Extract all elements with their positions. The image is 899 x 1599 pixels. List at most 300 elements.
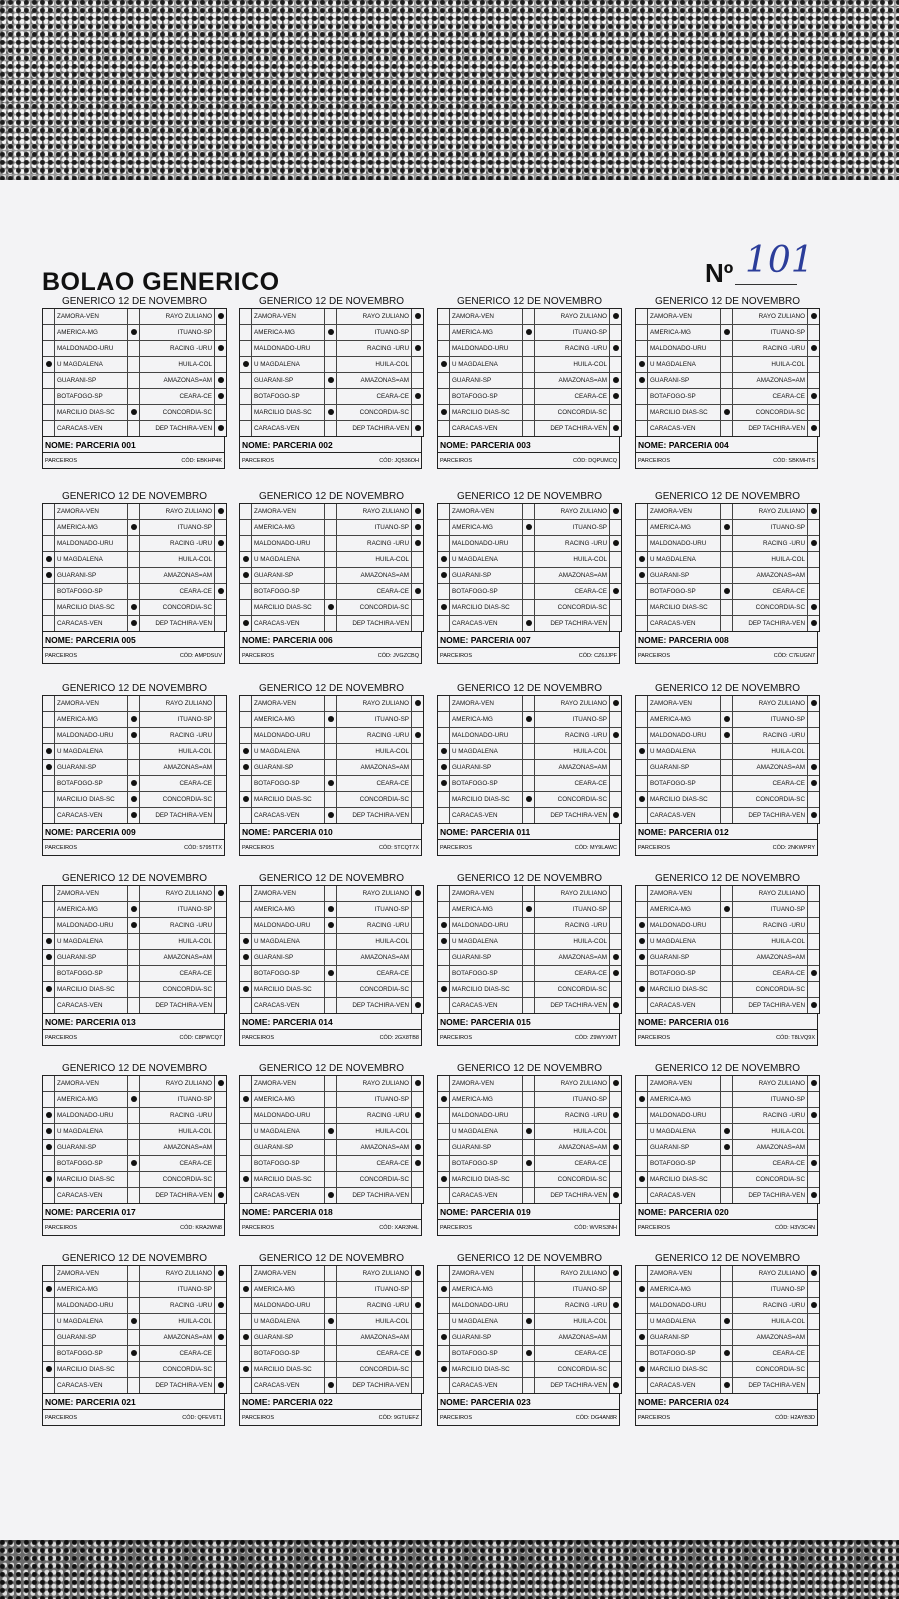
home-pick-cell[interactable]	[240, 918, 252, 933]
away-pick-cell[interactable]	[412, 568, 423, 583]
home-pick-cell[interactable]	[438, 712, 450, 727]
home-pick-cell[interactable]	[43, 309, 55, 324]
away-pick-cell[interactable]	[808, 536, 819, 551]
draw-pick-cell[interactable]	[523, 696, 535, 711]
draw-pick-cell[interactable]	[721, 600, 733, 615]
home-pick-cell[interactable]	[438, 1282, 450, 1297]
home-pick-cell[interactable]	[43, 584, 55, 599]
draw-pick-cell[interactable]	[325, 325, 337, 340]
draw-pick-cell[interactable]	[721, 520, 733, 535]
draw-pick-cell[interactable]	[523, 1298, 535, 1313]
away-pick-cell[interactable]	[610, 1188, 621, 1203]
draw-pick-cell[interactable]	[721, 808, 733, 823]
home-pick-cell[interactable]	[636, 504, 648, 519]
home-pick-cell[interactable]	[438, 792, 450, 807]
away-pick-cell[interactable]	[808, 1124, 819, 1139]
draw-pick-cell[interactable]	[523, 1330, 535, 1345]
home-pick-cell[interactable]	[636, 309, 648, 324]
away-pick-cell[interactable]	[808, 966, 819, 981]
home-pick-cell[interactable]	[240, 405, 252, 420]
away-pick-cell[interactable]	[610, 1362, 621, 1377]
draw-pick-cell[interactable]	[523, 552, 535, 567]
away-pick-cell[interactable]	[215, 998, 226, 1013]
draw-pick-cell[interactable]	[128, 902, 140, 917]
away-pick-cell[interactable]	[610, 373, 621, 388]
away-pick-cell[interactable]	[412, 776, 423, 791]
home-pick-cell[interactable]	[240, 357, 252, 372]
away-pick-cell[interactable]	[215, 568, 226, 583]
away-pick-cell[interactable]	[808, 934, 819, 949]
draw-pick-cell[interactable]	[523, 584, 535, 599]
home-pick-cell[interactable]	[43, 616, 55, 631]
home-pick-cell[interactable]	[240, 1266, 252, 1281]
draw-pick-cell[interactable]	[721, 886, 733, 901]
home-pick-cell[interactable]	[636, 1140, 648, 1155]
away-pick-cell[interactable]	[412, 902, 423, 917]
draw-pick-cell[interactable]	[128, 568, 140, 583]
away-pick-cell[interactable]	[808, 712, 819, 727]
home-pick-cell[interactable]	[240, 1330, 252, 1345]
home-pick-cell[interactable]	[636, 728, 648, 743]
home-pick-cell[interactable]	[43, 1266, 55, 1281]
home-pick-cell[interactable]	[636, 1156, 648, 1171]
home-pick-cell[interactable]	[438, 776, 450, 791]
draw-pick-cell[interactable]	[523, 616, 535, 631]
away-pick-cell[interactable]	[808, 1378, 819, 1393]
away-pick-cell[interactable]	[808, 373, 819, 388]
draw-pick-cell[interactable]	[325, 1282, 337, 1297]
draw-pick-cell[interactable]	[721, 357, 733, 372]
draw-pick-cell[interactable]	[523, 325, 535, 340]
draw-pick-cell[interactable]	[325, 1172, 337, 1187]
home-pick-cell[interactable]	[43, 918, 55, 933]
draw-pick-cell[interactable]	[325, 712, 337, 727]
home-pick-cell[interactable]	[240, 584, 252, 599]
draw-pick-cell[interactable]	[721, 934, 733, 949]
away-pick-cell[interactable]	[808, 886, 819, 901]
away-pick-cell[interactable]	[412, 1378, 423, 1393]
home-pick-cell[interactable]	[636, 568, 648, 583]
home-pick-cell[interactable]	[438, 966, 450, 981]
home-pick-cell[interactable]	[438, 389, 450, 404]
home-pick-cell[interactable]	[43, 728, 55, 743]
draw-pick-cell[interactable]	[128, 982, 140, 997]
draw-pick-cell[interactable]	[128, 728, 140, 743]
draw-pick-cell[interactable]	[523, 1346, 535, 1361]
away-pick-cell[interactable]	[808, 1266, 819, 1281]
away-pick-cell[interactable]	[808, 1298, 819, 1313]
draw-pick-cell[interactable]	[523, 1266, 535, 1281]
draw-pick-cell[interactable]	[128, 389, 140, 404]
away-pick-cell[interactable]	[412, 760, 423, 775]
draw-pick-cell[interactable]	[325, 1378, 337, 1393]
draw-pick-cell[interactable]	[523, 966, 535, 981]
draw-pick-cell[interactable]	[325, 792, 337, 807]
away-pick-cell[interactable]	[808, 1188, 819, 1203]
draw-pick-cell[interactable]	[523, 712, 535, 727]
home-pick-cell[interactable]	[240, 373, 252, 388]
away-pick-cell[interactable]	[610, 1282, 621, 1297]
home-pick-cell[interactable]	[438, 1188, 450, 1203]
away-pick-cell[interactable]	[808, 1172, 819, 1187]
away-pick-cell[interactable]	[808, 1362, 819, 1377]
away-pick-cell[interactable]	[808, 568, 819, 583]
home-pick-cell[interactable]	[43, 1124, 55, 1139]
draw-pick-cell[interactable]	[721, 760, 733, 775]
draw-pick-cell[interactable]	[325, 1108, 337, 1123]
away-pick-cell[interactable]	[412, 1346, 423, 1361]
away-pick-cell[interactable]	[610, 584, 621, 599]
away-pick-cell[interactable]	[610, 520, 621, 535]
draw-pick-cell[interactable]	[325, 552, 337, 567]
draw-pick-cell[interactable]	[128, 325, 140, 340]
home-pick-cell[interactable]	[438, 902, 450, 917]
home-pick-cell[interactable]	[438, 1140, 450, 1155]
draw-pick-cell[interactable]	[721, 421, 733, 436]
home-pick-cell[interactable]	[636, 1124, 648, 1139]
home-pick-cell[interactable]	[240, 616, 252, 631]
home-pick-cell[interactable]	[438, 616, 450, 631]
draw-pick-cell[interactable]	[721, 373, 733, 388]
home-pick-cell[interactable]	[43, 552, 55, 567]
draw-pick-cell[interactable]	[523, 950, 535, 965]
away-pick-cell[interactable]	[412, 357, 423, 372]
home-pick-cell[interactable]	[240, 1314, 252, 1329]
home-pick-cell[interactable]	[43, 1108, 55, 1123]
home-pick-cell[interactable]	[240, 341, 252, 356]
draw-pick-cell[interactable]	[721, 1108, 733, 1123]
draw-pick-cell[interactable]	[523, 568, 535, 583]
draw-pick-cell[interactable]	[721, 792, 733, 807]
draw-pick-cell[interactable]	[325, 760, 337, 775]
draw-pick-cell[interactable]	[128, 1314, 140, 1329]
draw-pick-cell[interactable]	[325, 1266, 337, 1281]
away-pick-cell[interactable]	[412, 373, 423, 388]
draw-pick-cell[interactable]	[325, 421, 337, 436]
draw-pick-cell[interactable]	[128, 696, 140, 711]
away-pick-cell[interactable]	[808, 309, 819, 324]
home-pick-cell[interactable]	[43, 536, 55, 551]
home-pick-cell[interactable]	[240, 1362, 252, 1377]
away-pick-cell[interactable]	[412, 405, 423, 420]
draw-pick-cell[interactable]	[325, 309, 337, 324]
draw-pick-cell[interactable]	[523, 1156, 535, 1171]
home-pick-cell[interactable]	[43, 712, 55, 727]
draw-pick-cell[interactable]	[128, 1076, 140, 1091]
home-pick-cell[interactable]	[636, 982, 648, 997]
draw-pick-cell[interactable]	[721, 982, 733, 997]
draw-pick-cell[interactable]	[721, 341, 733, 356]
draw-pick-cell[interactable]	[721, 1314, 733, 1329]
away-pick-cell[interactable]	[610, 1076, 621, 1091]
away-pick-cell[interactable]	[215, 918, 226, 933]
home-pick-cell[interactable]	[636, 712, 648, 727]
home-pick-cell[interactable]	[438, 950, 450, 965]
draw-pick-cell[interactable]	[721, 1076, 733, 1091]
draw-pick-cell[interactable]	[128, 1188, 140, 1203]
home-pick-cell[interactable]	[43, 776, 55, 791]
away-pick-cell[interactable]	[610, 760, 621, 775]
draw-pick-cell[interactable]	[523, 776, 535, 791]
away-pick-cell[interactable]	[808, 982, 819, 997]
away-pick-cell[interactable]	[412, 504, 423, 519]
draw-pick-cell[interactable]	[128, 1282, 140, 1297]
away-pick-cell[interactable]	[808, 520, 819, 535]
draw-pick-cell[interactable]	[721, 1378, 733, 1393]
away-pick-cell[interactable]	[610, 982, 621, 997]
home-pick-cell[interactable]	[636, 1108, 648, 1123]
home-pick-cell[interactable]	[636, 357, 648, 372]
away-pick-cell[interactable]	[215, 712, 226, 727]
away-pick-cell[interactable]	[808, 902, 819, 917]
away-pick-cell[interactable]	[412, 1140, 423, 1155]
draw-pick-cell[interactable]	[325, 902, 337, 917]
draw-pick-cell[interactable]	[325, 966, 337, 981]
draw-pick-cell[interactable]	[128, 1362, 140, 1377]
home-pick-cell[interactable]	[240, 966, 252, 981]
draw-pick-cell[interactable]	[721, 1362, 733, 1377]
home-pick-cell[interactable]	[43, 1282, 55, 1297]
away-pick-cell[interactable]	[215, 1124, 226, 1139]
home-pick-cell[interactable]	[43, 1298, 55, 1313]
home-pick-cell[interactable]	[43, 744, 55, 759]
draw-pick-cell[interactable]	[128, 405, 140, 420]
home-pick-cell[interactable]	[438, 357, 450, 372]
home-pick-cell[interactable]	[240, 309, 252, 324]
home-pick-cell[interactable]	[240, 760, 252, 775]
draw-pick-cell[interactable]	[523, 1282, 535, 1297]
home-pick-cell[interactable]	[636, 584, 648, 599]
home-pick-cell[interactable]	[43, 1076, 55, 1091]
away-pick-cell[interactable]	[610, 934, 621, 949]
away-pick-cell[interactable]	[412, 584, 423, 599]
away-pick-cell[interactable]	[215, 1092, 226, 1107]
home-pick-cell[interactable]	[438, 405, 450, 420]
away-pick-cell[interactable]	[215, 776, 226, 791]
away-pick-cell[interactable]	[215, 373, 226, 388]
home-pick-cell[interactable]	[43, 568, 55, 583]
draw-pick-cell[interactable]	[721, 616, 733, 631]
draw-pick-cell[interactable]	[523, 808, 535, 823]
away-pick-cell[interactable]	[215, 309, 226, 324]
home-pick-cell[interactable]	[636, 1188, 648, 1203]
home-pick-cell[interactable]	[438, 886, 450, 901]
home-pick-cell[interactable]	[438, 744, 450, 759]
home-pick-cell[interactable]	[43, 405, 55, 420]
away-pick-cell[interactable]	[412, 950, 423, 965]
home-pick-cell[interactable]	[240, 1140, 252, 1155]
home-pick-cell[interactable]	[240, 902, 252, 917]
home-pick-cell[interactable]	[240, 1298, 252, 1313]
away-pick-cell[interactable]	[412, 1282, 423, 1297]
away-pick-cell[interactable]	[808, 1314, 819, 1329]
away-pick-cell[interactable]	[610, 1108, 621, 1123]
home-pick-cell[interactable]	[636, 421, 648, 436]
draw-pick-cell[interactable]	[523, 886, 535, 901]
draw-pick-cell[interactable]	[523, 341, 535, 356]
away-pick-cell[interactable]	[610, 357, 621, 372]
away-pick-cell[interactable]	[412, 1330, 423, 1345]
away-pick-cell[interactable]	[610, 1378, 621, 1393]
draw-pick-cell[interactable]	[325, 1188, 337, 1203]
home-pick-cell[interactable]	[636, 776, 648, 791]
home-pick-cell[interactable]	[636, 696, 648, 711]
home-pick-cell[interactable]	[43, 1092, 55, 1107]
home-pick-cell[interactable]	[43, 1188, 55, 1203]
home-pick-cell[interactable]	[438, 918, 450, 933]
home-pick-cell[interactable]	[240, 1172, 252, 1187]
home-pick-cell[interactable]	[43, 325, 55, 340]
home-pick-cell[interactable]	[240, 1076, 252, 1091]
draw-pick-cell[interactable]	[128, 373, 140, 388]
away-pick-cell[interactable]	[215, 982, 226, 997]
away-pick-cell[interactable]	[808, 1108, 819, 1123]
home-pick-cell[interactable]	[43, 1156, 55, 1171]
away-pick-cell[interactable]	[610, 1124, 621, 1139]
draw-pick-cell[interactable]	[523, 918, 535, 933]
draw-pick-cell[interactable]	[325, 1346, 337, 1361]
away-pick-cell[interactable]	[412, 1108, 423, 1123]
draw-pick-cell[interactable]	[128, 1346, 140, 1361]
away-pick-cell[interactable]	[808, 760, 819, 775]
draw-pick-cell[interactable]	[721, 1172, 733, 1187]
home-pick-cell[interactable]	[43, 934, 55, 949]
draw-pick-cell[interactable]	[128, 616, 140, 631]
draw-pick-cell[interactable]	[721, 966, 733, 981]
draw-pick-cell[interactable]	[721, 405, 733, 420]
away-pick-cell[interactable]	[412, 389, 423, 404]
home-pick-cell[interactable]	[43, 982, 55, 997]
away-pick-cell[interactable]	[412, 982, 423, 997]
home-pick-cell[interactable]	[240, 421, 252, 436]
home-pick-cell[interactable]	[240, 982, 252, 997]
away-pick-cell[interactable]	[412, 616, 423, 631]
away-pick-cell[interactable]	[808, 357, 819, 372]
away-pick-cell[interactable]	[610, 341, 621, 356]
away-pick-cell[interactable]	[808, 1282, 819, 1297]
away-pick-cell[interactable]	[412, 744, 423, 759]
draw-pick-cell[interactable]	[128, 776, 140, 791]
home-pick-cell[interactable]	[438, 1314, 450, 1329]
away-pick-cell[interactable]	[610, 886, 621, 901]
away-pick-cell[interactable]	[215, 696, 226, 711]
draw-pick-cell[interactable]	[325, 744, 337, 759]
away-pick-cell[interactable]	[215, 744, 226, 759]
away-pick-cell[interactable]	[215, 341, 226, 356]
draw-pick-cell[interactable]	[128, 357, 140, 372]
draw-pick-cell[interactable]	[128, 1156, 140, 1171]
away-pick-cell[interactable]	[610, 504, 621, 519]
away-pick-cell[interactable]	[412, 1188, 423, 1203]
draw-pick-cell[interactable]	[128, 504, 140, 519]
draw-pick-cell[interactable]	[325, 1298, 337, 1313]
draw-pick-cell[interactable]	[721, 1156, 733, 1171]
draw-pick-cell[interactable]	[721, 1092, 733, 1107]
home-pick-cell[interactable]	[636, 918, 648, 933]
home-pick-cell[interactable]	[43, 389, 55, 404]
away-pick-cell[interactable]	[610, 1314, 621, 1329]
draw-pick-cell[interactable]	[721, 918, 733, 933]
away-pick-cell[interactable]	[215, 792, 226, 807]
draw-pick-cell[interactable]	[721, 1346, 733, 1361]
home-pick-cell[interactable]	[43, 792, 55, 807]
away-pick-cell[interactable]	[808, 776, 819, 791]
away-pick-cell[interactable]	[610, 421, 621, 436]
away-pick-cell[interactable]	[412, 918, 423, 933]
away-pick-cell[interactable]	[610, 552, 621, 567]
home-pick-cell[interactable]	[636, 325, 648, 340]
away-pick-cell[interactable]	[808, 744, 819, 759]
draw-pick-cell[interactable]	[523, 600, 535, 615]
home-pick-cell[interactable]	[438, 1124, 450, 1139]
draw-pick-cell[interactable]	[523, 1362, 535, 1377]
home-pick-cell[interactable]	[438, 1346, 450, 1361]
away-pick-cell[interactable]	[412, 998, 423, 1013]
home-pick-cell[interactable]	[438, 1156, 450, 1171]
home-pick-cell[interactable]	[240, 1108, 252, 1123]
away-pick-cell[interactable]	[215, 760, 226, 775]
draw-pick-cell[interactable]	[128, 1266, 140, 1281]
draw-pick-cell[interactable]	[325, 696, 337, 711]
away-pick-cell[interactable]	[215, 357, 226, 372]
home-pick-cell[interactable]	[438, 421, 450, 436]
away-pick-cell[interactable]	[610, 1346, 621, 1361]
draw-pick-cell[interactable]	[721, 728, 733, 743]
away-pick-cell[interactable]	[412, 886, 423, 901]
away-pick-cell[interactable]	[215, 1076, 226, 1091]
away-pick-cell[interactable]	[215, 808, 226, 823]
away-pick-cell[interactable]	[808, 584, 819, 599]
home-pick-cell[interactable]	[636, 1282, 648, 1297]
draw-pick-cell[interactable]	[523, 389, 535, 404]
draw-pick-cell[interactable]	[721, 902, 733, 917]
draw-pick-cell[interactable]	[128, 552, 140, 567]
draw-pick-cell[interactable]	[721, 776, 733, 791]
draw-pick-cell[interactable]	[523, 934, 535, 949]
away-pick-cell[interactable]	[808, 325, 819, 340]
home-pick-cell[interactable]	[438, 982, 450, 997]
home-pick-cell[interactable]	[240, 886, 252, 901]
home-pick-cell[interactable]	[43, 950, 55, 965]
home-pick-cell[interactable]	[43, 357, 55, 372]
draw-pick-cell[interactable]	[523, 1172, 535, 1187]
away-pick-cell[interactable]	[215, 405, 226, 420]
home-pick-cell[interactable]	[636, 552, 648, 567]
away-pick-cell[interactable]	[610, 616, 621, 631]
away-pick-cell[interactable]	[610, 728, 621, 743]
draw-pick-cell[interactable]	[325, 1314, 337, 1329]
home-pick-cell[interactable]	[240, 504, 252, 519]
draw-pick-cell[interactable]	[128, 520, 140, 535]
away-pick-cell[interactable]	[215, 584, 226, 599]
home-pick-cell[interactable]	[240, 1346, 252, 1361]
draw-pick-cell[interactable]	[523, 421, 535, 436]
away-pick-cell[interactable]	[808, 600, 819, 615]
home-pick-cell[interactable]	[438, 1378, 450, 1393]
away-pick-cell[interactable]	[412, 536, 423, 551]
home-pick-cell[interactable]	[438, 1092, 450, 1107]
home-pick-cell[interactable]	[43, 1378, 55, 1393]
draw-pick-cell[interactable]	[721, 696, 733, 711]
draw-pick-cell[interactable]	[325, 1362, 337, 1377]
draw-pick-cell[interactable]	[325, 982, 337, 997]
draw-pick-cell[interactable]	[128, 1378, 140, 1393]
away-pick-cell[interactable]	[215, 1156, 226, 1171]
draw-pick-cell[interactable]	[523, 536, 535, 551]
away-pick-cell[interactable]	[610, 1330, 621, 1345]
home-pick-cell[interactable]	[240, 325, 252, 340]
home-pick-cell[interactable]	[636, 405, 648, 420]
